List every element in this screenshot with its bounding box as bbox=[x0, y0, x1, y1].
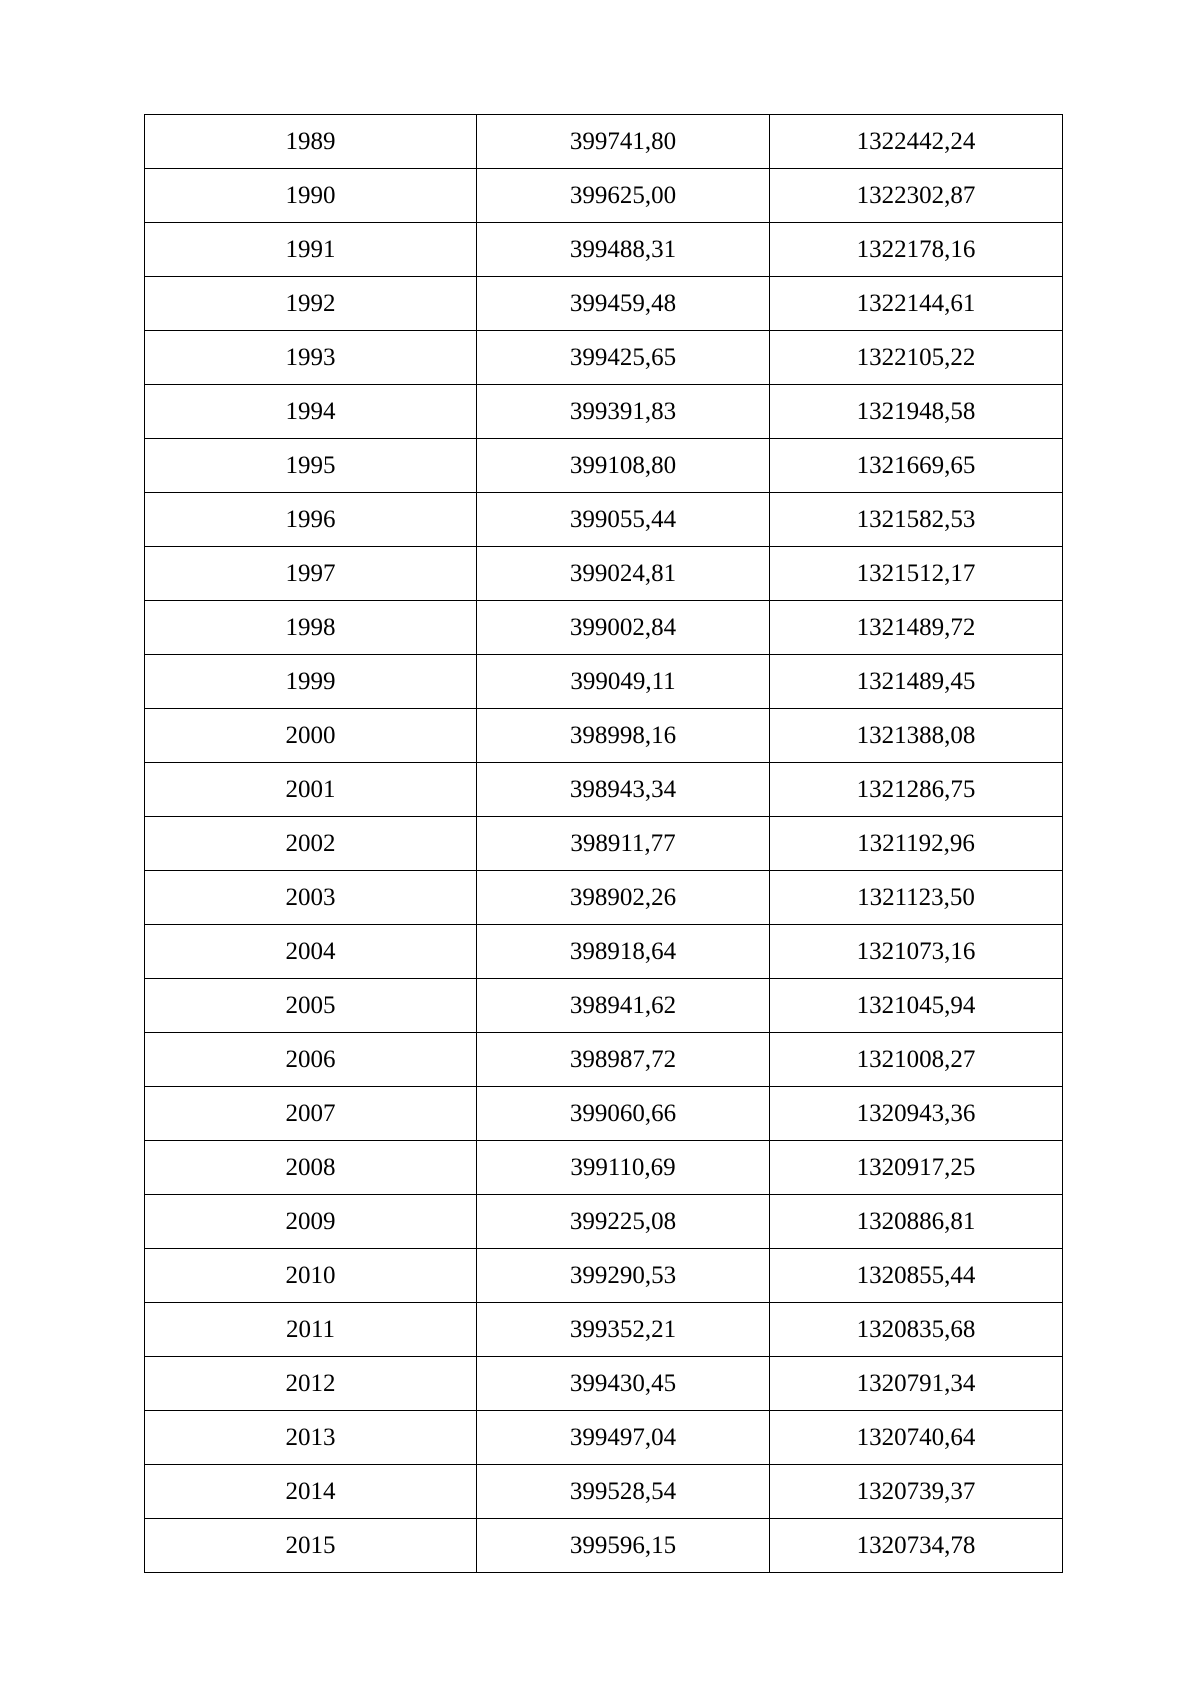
value-a-cell: 398941,62 bbox=[477, 979, 770, 1033]
data-table bbox=[144, 114, 1063, 1573]
value-b-cell: 1321948,58 bbox=[770, 385, 1063, 439]
value-a-cell: 399625,00 bbox=[477, 169, 770, 223]
table-row bbox=[145, 115, 1063, 169]
table-body bbox=[145, 115, 1063, 1573]
year-cell: 1998 bbox=[145, 601, 477, 655]
value-b-cell: 1321192,96 bbox=[770, 817, 1063, 871]
value-a-cell: 399497,04 bbox=[477, 1411, 770, 1465]
table-row bbox=[145, 385, 1063, 439]
year-cell: 2009 bbox=[145, 1195, 477, 1249]
table-row bbox=[145, 223, 1063, 277]
value-b-cell: 1320739,37 bbox=[770, 1465, 1063, 1519]
value-a-cell: 398902,26 bbox=[477, 871, 770, 925]
table-row bbox=[145, 547, 1063, 601]
value-a-cell: 399488,31 bbox=[477, 223, 770, 277]
value-b-cell: 1320734,78 bbox=[770, 1519, 1063, 1573]
table-row bbox=[145, 979, 1063, 1033]
table-row bbox=[145, 493, 1063, 547]
table-row bbox=[145, 1249, 1063, 1303]
year-cell: 2008 bbox=[145, 1141, 477, 1195]
table-row bbox=[145, 1465, 1063, 1519]
year-cell: 1990 bbox=[145, 169, 477, 223]
value-a-cell: 399055,44 bbox=[477, 493, 770, 547]
table-row bbox=[145, 1357, 1063, 1411]
value-a-cell: 399108,80 bbox=[477, 439, 770, 493]
table-row bbox=[145, 1033, 1063, 1087]
value-a-cell: 398987,72 bbox=[477, 1033, 770, 1087]
table-row bbox=[145, 1195, 1063, 1249]
year-cell: 1992 bbox=[145, 277, 477, 331]
year-cell: 1999 bbox=[145, 655, 477, 709]
value-b-cell: 1320855,44 bbox=[770, 1249, 1063, 1303]
table-row bbox=[145, 169, 1063, 223]
year-cell: 2014 bbox=[145, 1465, 477, 1519]
year-cell: 2012 bbox=[145, 1357, 477, 1411]
table-row bbox=[145, 1087, 1063, 1141]
value-b-cell: 1321045,94 bbox=[770, 979, 1063, 1033]
value-a-cell: 398911,77 bbox=[477, 817, 770, 871]
value-b-cell: 1321388,08 bbox=[770, 709, 1063, 763]
table-row bbox=[145, 439, 1063, 493]
value-a-cell: 399430,45 bbox=[477, 1357, 770, 1411]
value-a-cell: 399459,48 bbox=[477, 277, 770, 331]
value-a-cell: 399528,54 bbox=[477, 1465, 770, 1519]
value-a-cell: 399002,84 bbox=[477, 601, 770, 655]
value-a-cell: 399110,69 bbox=[477, 1141, 770, 1195]
value-b-cell: 1320835,68 bbox=[770, 1303, 1063, 1357]
year-cell: 1997 bbox=[145, 547, 477, 601]
year-cell: 2010 bbox=[145, 1249, 477, 1303]
value-b-cell: 1322105,22 bbox=[770, 331, 1063, 385]
table-row bbox=[145, 277, 1063, 331]
year-cell: 2001 bbox=[145, 763, 477, 817]
table-row bbox=[145, 817, 1063, 871]
value-a-cell: 399060,66 bbox=[477, 1087, 770, 1141]
year-cell: 2006 bbox=[145, 1033, 477, 1087]
year-cell: 2007 bbox=[145, 1087, 477, 1141]
value-a-cell: 399352,21 bbox=[477, 1303, 770, 1357]
year-cell: 1996 bbox=[145, 493, 477, 547]
value-b-cell: 1321669,65 bbox=[770, 439, 1063, 493]
value-b-cell: 1321582,53 bbox=[770, 493, 1063, 547]
value-b-cell: 1321489,45 bbox=[770, 655, 1063, 709]
value-a-cell: 398943,34 bbox=[477, 763, 770, 817]
year-cell: 2005 bbox=[145, 979, 477, 1033]
value-b-cell: 1320917,25 bbox=[770, 1141, 1063, 1195]
table-row bbox=[145, 331, 1063, 385]
year-cell: 1991 bbox=[145, 223, 477, 277]
value-a-cell: 399225,08 bbox=[477, 1195, 770, 1249]
year-cell: 1989 bbox=[145, 115, 477, 169]
year-cell: 1995 bbox=[145, 439, 477, 493]
value-b-cell: 1320740,64 bbox=[770, 1411, 1063, 1465]
value-b-cell: 1321073,16 bbox=[770, 925, 1063, 979]
value-b-cell: 1322302,87 bbox=[770, 169, 1063, 223]
value-a-cell: 399290,53 bbox=[477, 1249, 770, 1303]
year-cell: 2003 bbox=[145, 871, 477, 925]
table-row bbox=[145, 709, 1063, 763]
value-a-cell: 399024,81 bbox=[477, 547, 770, 601]
value-a-cell: 398918,64 bbox=[477, 925, 770, 979]
table-row bbox=[145, 601, 1063, 655]
value-b-cell: 1320886,81 bbox=[770, 1195, 1063, 1249]
year-cell: 2013 bbox=[145, 1411, 477, 1465]
value-b-cell: 1322442,24 bbox=[770, 115, 1063, 169]
value-b-cell: 1321512,17 bbox=[770, 547, 1063, 601]
year-cell: 2015 bbox=[145, 1519, 477, 1573]
year-cell: 2000 bbox=[145, 709, 477, 763]
table-row bbox=[145, 925, 1063, 979]
table-row bbox=[145, 1141, 1063, 1195]
value-a-cell: 399741,80 bbox=[477, 115, 770, 169]
value-b-cell: 1322144,61 bbox=[770, 277, 1063, 331]
table-row bbox=[145, 871, 1063, 925]
table-row bbox=[145, 1519, 1063, 1573]
value-b-cell: 1321123,50 bbox=[770, 871, 1063, 925]
year-cell: 2004 bbox=[145, 925, 477, 979]
value-a-cell: 398998,16 bbox=[477, 709, 770, 763]
year-cell: 1993 bbox=[145, 331, 477, 385]
table-row bbox=[145, 763, 1063, 817]
value-a-cell: 399391,83 bbox=[477, 385, 770, 439]
table-row bbox=[145, 1303, 1063, 1357]
value-a-cell: 399425,65 bbox=[477, 331, 770, 385]
value-b-cell: 1321008,27 bbox=[770, 1033, 1063, 1087]
value-b-cell: 1322178,16 bbox=[770, 223, 1063, 277]
value-b-cell: 1321286,75 bbox=[770, 763, 1063, 817]
year-cell: 2002 bbox=[145, 817, 477, 871]
value-a-cell: 399049,11 bbox=[477, 655, 770, 709]
value-b-cell: 1321489,72 bbox=[770, 601, 1063, 655]
table-row bbox=[145, 1411, 1063, 1465]
value-a-cell: 399596,15 bbox=[477, 1519, 770, 1573]
value-b-cell: 1320943,36 bbox=[770, 1087, 1063, 1141]
value-b-cell: 1320791,34 bbox=[770, 1357, 1063, 1411]
year-cell: 2011 bbox=[145, 1303, 477, 1357]
table-row bbox=[145, 655, 1063, 709]
year-cell: 1994 bbox=[145, 385, 477, 439]
